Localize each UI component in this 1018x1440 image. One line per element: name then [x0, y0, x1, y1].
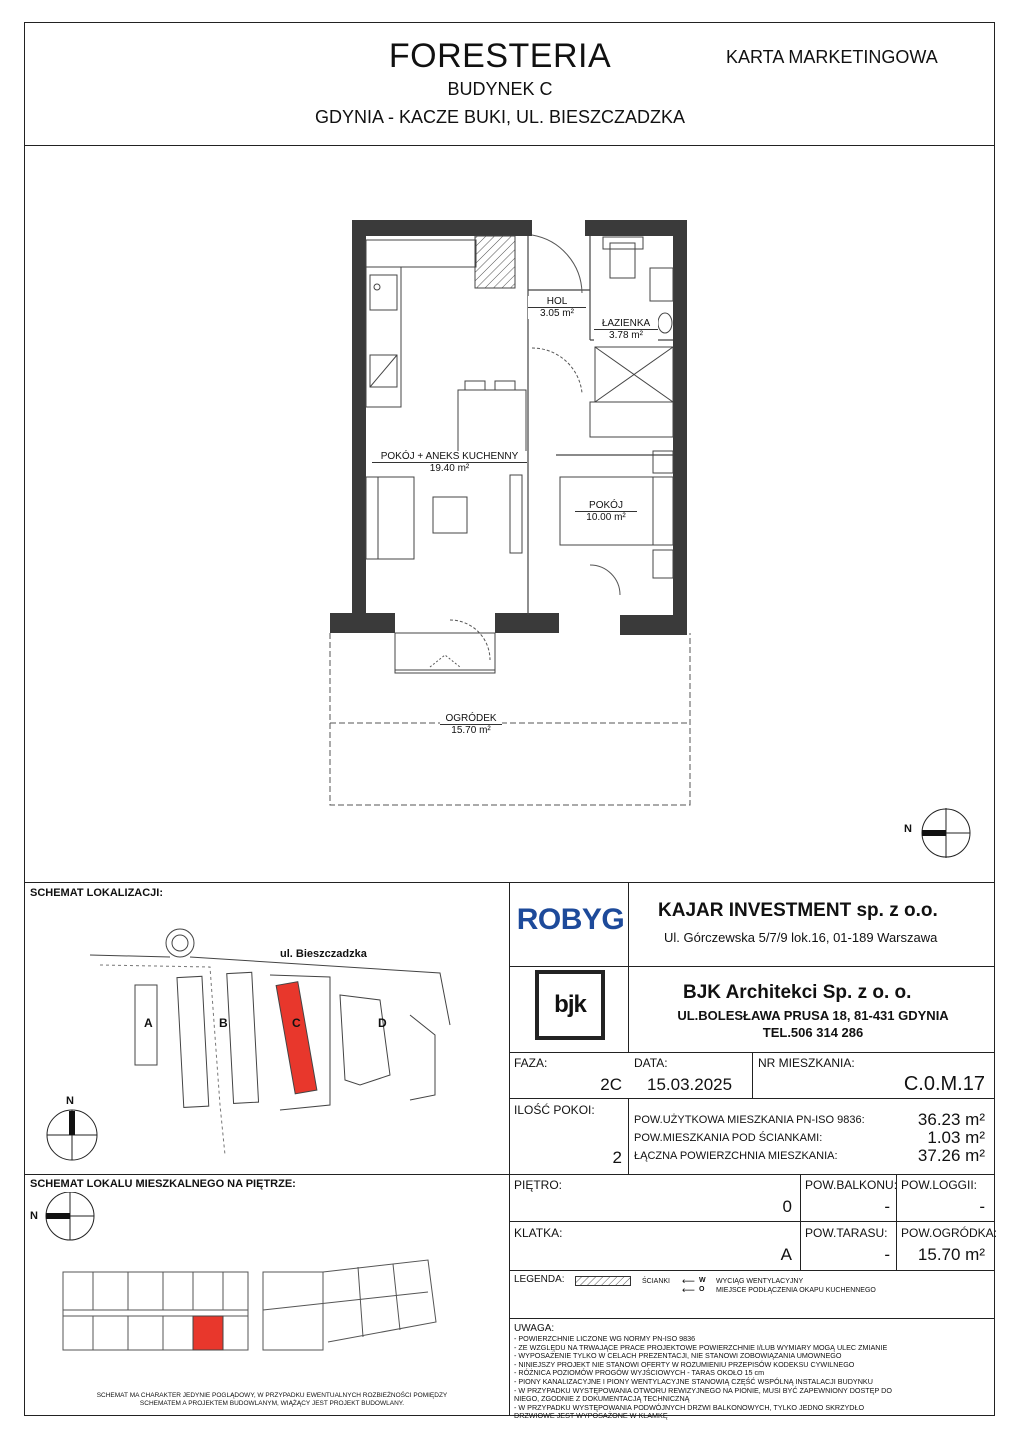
ogrodek-label: POW.OGRÓDKA: — [901, 1226, 998, 1240]
north-compass-icon — [902, 808, 974, 860]
pow-uzytkowa-label: POW.UŻYTKOWA MIESZKANIA PN-ISO 9836: — [634, 1114, 865, 1126]
bjk-logo — [535, 970, 605, 1040]
note-line: - RÓŻNICA POZIOMÓW PROGÓW WYJŚCIOWYCH - TARAS OKOŁO 15 cm — [514, 1368, 765, 1378]
robyg-logo: ROBYG — [516, 903, 625, 936]
floor-scheme-map — [28, 1192, 498, 1392]
nr-value: C.0.M.17 — [903, 1073, 985, 1095]
note-line: - ZE WZGLĘDU NA TRWAJĄCE PRACE PROJEKTOWE POWIERZCHNIE I/LUB WYMIARY MOGĄ ULEC ZMIANIE — [514, 1342, 888, 1352]
location-scheme-map — [40, 905, 500, 1170]
notes-label: UWAGA: — [514, 1323, 555, 1334]
note-line: - PIONY KANALIZACYJNE I PIONY WENTYLACYJNE STANOWIĄ CZĘŚĆ WSPÓLNĄ INSTALACJI BUDYNKU — [514, 1376, 873, 1386]
floor-compass-letter: N — [30, 1210, 38, 1222]
project-location: GDYNIA - KACZE BUKI, UL. BIESZCZADZKA — [314, 107, 686, 127]
legend-o-code: O — [699, 1286, 705, 1293]
building-label-c: C — [292, 1016, 301, 1030]
compass-letter: N — [904, 823, 912, 835]
pietro-label: PIĘTRO: — [514, 1178, 563, 1192]
pokoje-label: ILOŚĆ POKOI: — [514, 1103, 595, 1117]
building-label-b: B — [219, 1016, 228, 1030]
wall-hatch-icon — [575, 1276, 631, 1286]
pietro-value: 0 — [782, 1197, 792, 1216]
notes-list — [514, 1335, 992, 1421]
balkon-label: POW.BALKONU: — [805, 1178, 898, 1192]
pow-scianki-value: 1.03 m² — [927, 1128, 985, 1147]
header-divider — [24, 145, 995, 146]
wall-bottom-mid — [495, 613, 559, 633]
room-label-pokoj-aneks: POKÓJ + ANEKS KUCHENNY 19.40 m² — [372, 451, 527, 474]
card-type: KARTA MARKETINGOWA — [726, 47, 938, 67]
wall-bottom-left — [330, 613, 395, 633]
faza-label: FAZA: — [514, 1056, 548, 1070]
room-label-pokoj: POKÓJ 10.00 m² — [575, 500, 637, 523]
loggia-label: POW.LOGGII: — [901, 1178, 978, 1192]
legend-o-arrow-icon: ⟵ — [682, 1285, 695, 1295]
wall-bottom-right — [620, 615, 687, 635]
note-line: - W PRZYPADKU WYSTĘPOWANIA OTWORU REWIZYJNEGO NA PIONIE, MUSI BYĆ ZAPEWNIONY DOSTĘP DO NIEGO, ZGODNIE Z DOKUMENTACJĄ TECHNICZNĄ — [514, 1385, 892, 1404]
architect-name: BJK Architekci Sp. z o. o. — [683, 982, 912, 1003]
taras-label: POW.TARASU: — [805, 1226, 888, 1240]
project-title: FORESTERIA — [388, 37, 612, 75]
note-line: - NINIEJSZY PROJEKT NIE STANOWI OFERTY W ROZUMIENIU PRZEPISÓW KODEKSU CYWILNEGO — [514, 1359, 855, 1369]
room-label-lazienka: ŁAZIENKA 3.78 m² — [594, 318, 658, 341]
wall-top-left — [352, 220, 532, 236]
pokoje-value: 2 — [612, 1148, 622, 1167]
investor-address: Ul. Górczewska 5/7/9 lok.16, 01-189 Warszawa — [664, 930, 938, 945]
wall-top-right — [585, 220, 687, 236]
floor-scheme-disclaimer: SCHEMAT MA CHARAKTER JEDYNIE POGLĄDOWY, W PRZYPADKU EWENTUALNYCH ROZBIEŻNOŚCI POMIĘDZY SCHEMATEM A PROJEKTEM BUDOWLANYM, WIĄŻĄCY JEST PROJEKT BUDOWLANY. — [96, 1392, 448, 1407]
building-label-a: A — [144, 1016, 153, 1030]
location-compass-letter: N — [66, 1095, 74, 1107]
pow-scianki-label: POW.MIESZKANIA POD ŚCIANKAMI: — [634, 1132, 823, 1144]
legend-w-text: WYCIĄG WENTYLACYJNY — [716, 1278, 804, 1285]
note-line: - POWIERZCHNIE LICZONE WG NORMY PN-ISO 9836 — [514, 1334, 696, 1343]
note-line: - W PRZYPADKU WYSTĘPOWANIA PODWÓJNYCH DRZWI BALKONOWYCH, TYLKO JEDNO SKRZYDŁO DRZWIOWE JEST WYPOSAŻONE W KLAMKĘ — [514, 1402, 865, 1421]
klatka-value: A — [780, 1245, 792, 1264]
pow-laczna-value: 37.26 m² — [917, 1146, 985, 1165]
faza-value: 2C — [600, 1075, 622, 1094]
floor-scheme-title: SCHEMAT LOKALU MIESZKALNEGO NA PIĘTRZE: — [30, 1178, 296, 1190]
balkon-value: - — [884, 1197, 890, 1216]
architect-phone: TEL.506 314 286 — [762, 1025, 864, 1040]
klatka-label: KLATKA: — [514, 1226, 563, 1240]
ogrodek-value: 15.70 m² — [917, 1245, 985, 1264]
room-label-ogrodek: OGRÓDEK 15.70 m² — [440, 713, 502, 736]
floor-plan — [320, 215, 700, 810]
pow-uzytkowa-value: 36.23 m² — [917, 1110, 985, 1129]
architect-address: UL.BOLESŁAWA PRUSA 18, 81-431 GDYNIA — [677, 1008, 949, 1023]
legend-walls: ŚCIANKI — [642, 1278, 671, 1285]
note-line: - WYPOSAŻENIE TYLKO W CELACH PREZENTACJI, NIE STANOWI ZOBOWIĄZANIA UMOWNEGO — [514, 1351, 842, 1361]
room-label-hol: HOL 3.05 m² — [528, 296, 586, 319]
legend-o-text: MIEJSCE PODŁĄCZENIA OKAPU KUCHENNEGO — [716, 1287, 876, 1294]
taras-value: - — [884, 1245, 890, 1264]
data-label: DATA: — [634, 1056, 668, 1070]
nr-label: NR MIESZKANIA: — [758, 1056, 855, 1070]
data-value: 15.03.2025 — [647, 1075, 733, 1094]
legend-label: LEGENDA: — [514, 1274, 565, 1285]
legend-w-code: W — [699, 1277, 706, 1284]
location-scheme-title: SCHEMAT LOKALIZACJI: — [30, 887, 164, 899]
pow-laczna-label: ŁĄCZNA POWIERZCHNIA MIESZKANIA: — [634, 1150, 838, 1162]
bjk-logo-text: bjk — [554, 991, 586, 1018]
street-label: ul. Bieszczadzka — [280, 948, 367, 960]
loggia-value: - — [979, 1197, 985, 1216]
building-name: BUDYNEK C — [447, 79, 553, 99]
legend-w-arrow-icon: ⟵ — [682, 1276, 695, 1286]
building-label-d: D — [378, 1016, 387, 1030]
wall-right — [673, 220, 687, 635]
wall-left — [352, 220, 366, 620]
investor-name: KAJAR INVESTMENT sp. z o.o. — [658, 900, 938, 921]
